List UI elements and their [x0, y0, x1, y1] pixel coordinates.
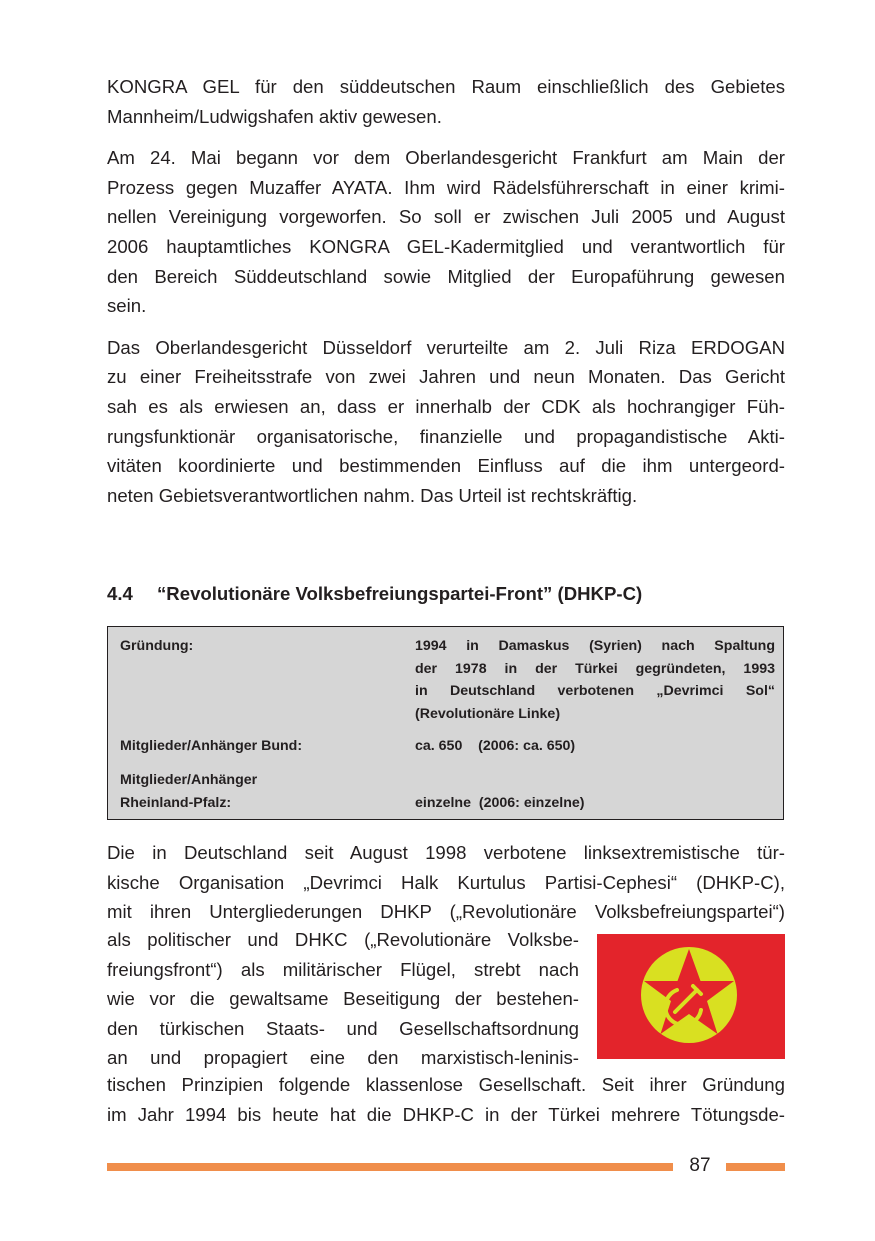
- founding-line: 1994 in Damaskus (Syrien) nach Spaltung: [415, 638, 775, 654]
- text-line: sah es als erwiesen an, dass er innerhalb der CDK als hochrangiger Füh-: [107, 395, 785, 417]
- footer-bar-right: [726, 1163, 785, 1171]
- members-bund-label: Mitglieder/Anhänger Bund:: [120, 738, 303, 754]
- text-line: an und propagiert eine den marxistisch-leninis-: [107, 1047, 579, 1069]
- members-bund-value: ca. 650 (2006: ca. 650): [415, 738, 576, 754]
- text-line: zu einer Freiheitsstrafe von zwei Jahren und neun Monaten. Das Gericht: [107, 366, 785, 388]
- paragraph-4-wrapped: [107, 925, 579, 1073]
- text-line: Am 24. Mai begann vor dem Oberlandesgericht Frankfurt am Main der: [107, 147, 785, 169]
- text-line: den Bereich Süddeutschland sowie Mitglied der Europaführung gewesen: [107, 265, 785, 287]
- footer-bar-left: [107, 1163, 673, 1171]
- dhkp-c-flag-image: [597, 934, 785, 1059]
- section-title: “Revolutionäre Volksbefreiungspartei-Front” (DHKP-C): [157, 583, 643, 604]
- paragraph-4-start: [107, 838, 785, 927]
- text-beside-flag: [107, 925, 579, 1073]
- members-rlp-label: [120, 769, 400, 814]
- text-line: 2006 hauptamtliches KONGRA GEL-Kadermitglied und verantwortlich für: [107, 235, 785, 257]
- founding-line: der 1978 in der Türkei gegründeten, 1993: [415, 660, 775, 677]
- section-number: 4.4: [107, 583, 133, 604]
- text-line: als politischer und DHKC („Revolutionäre Volksbe-: [107, 929, 579, 950]
- page-number: 87: [689, 1155, 711, 1176]
- text-line: kische Organisation „Devrimci Halk Kurtulus Partisi-Cephesi“ (DHKP-C),: [107, 871, 785, 893]
- text-line: mit ihren Untergliederungen DHKP („Revolutionäre Volksbefreiungspartei“): [107, 901, 785, 923]
- text-line: im Jahr 1994 bis heute hat die DHKP-C in der Türkei mehrere Tötungsde-: [107, 1103, 785, 1125]
- text-line: sein.: [107, 295, 147, 317]
- paragraph-2: [107, 143, 785, 321]
- paragraph-3: [107, 333, 785, 511]
- main-text-top: [107, 72, 785, 522]
- text-line: Das Oberlandesgericht Düsseldorf verurteilte am 2. Juli Riza ERDOGAN: [107, 336, 785, 358]
- text-line: rungsfunktionär organisatorische, finanzielle und propagandistische Akti-: [107, 425, 785, 447]
- founding-label: Gründung:: [120, 638, 194, 654]
- text-line: neten Gebietsverantwortlichen nahm. Das Urteil ist rechtskräftig.: [107, 484, 638, 506]
- text-line: nellen Vereinigung vorgeworfen. So soll er zwischen Juli 2005 und August: [107, 206, 785, 228]
- paragraph-1: [107, 72, 785, 131]
- text-line: Prozess gegen Muzaffer AYATA. Ihm wird Rädelsführerschaft in einer krimi-: [107, 176, 785, 198]
- members-rlp-label-line: Mitglieder/Anhänger: [120, 772, 258, 788]
- text-line: KONGRA GEL für den süddeutschen Raum einschließlich des Gebietes: [107, 76, 785, 97]
- members-rlp-label-line: Rheinland-Pfalz:: [120, 794, 232, 811]
- paragraph-4-continued: [107, 1070, 785, 1129]
- section-heading: [107, 580, 787, 608]
- text-line: wie vor die gewaltsame Beseitigung der bestehen-: [107, 988, 579, 1010]
- text-line: vitäten koordinierte und bestimmenden Einfluss auf die ihm untergeord-: [107, 455, 785, 477]
- text-line: Mannheim/Ludwigshafen aktiv gewesen.: [107, 105, 442, 127]
- text-below-flag: [107, 1070, 785, 1129]
- founding-line: (Revolutionäre Linke): [415, 705, 561, 722]
- text-line: Die in Deutschland seit August 1998 verbotene linksextremistische tür-: [107, 842, 785, 863]
- founding-line: in Deutschland verbotenen „Devrimci Sol“: [415, 683, 775, 699]
- organization-infobox: [107, 626, 784, 820]
- text-line: tischen Prinzipien folgende klassenlose Gesellschaft. Seit ihrer Gründung: [107, 1074, 785, 1095]
- lower-text-full-width: [107, 838, 785, 927]
- text-line: freiungsfront“) als militärischer Flügel, strebt nach: [107, 958, 579, 980]
- text-line: den türkischen Staats- und Gesellschaftsordnung: [107, 1017, 579, 1039]
- flag-emblem-icon: [597, 934, 785, 1059]
- members-rlp-value: einzelne (2006: einzelne): [415, 795, 585, 811]
- founding-value: [415, 635, 775, 725]
